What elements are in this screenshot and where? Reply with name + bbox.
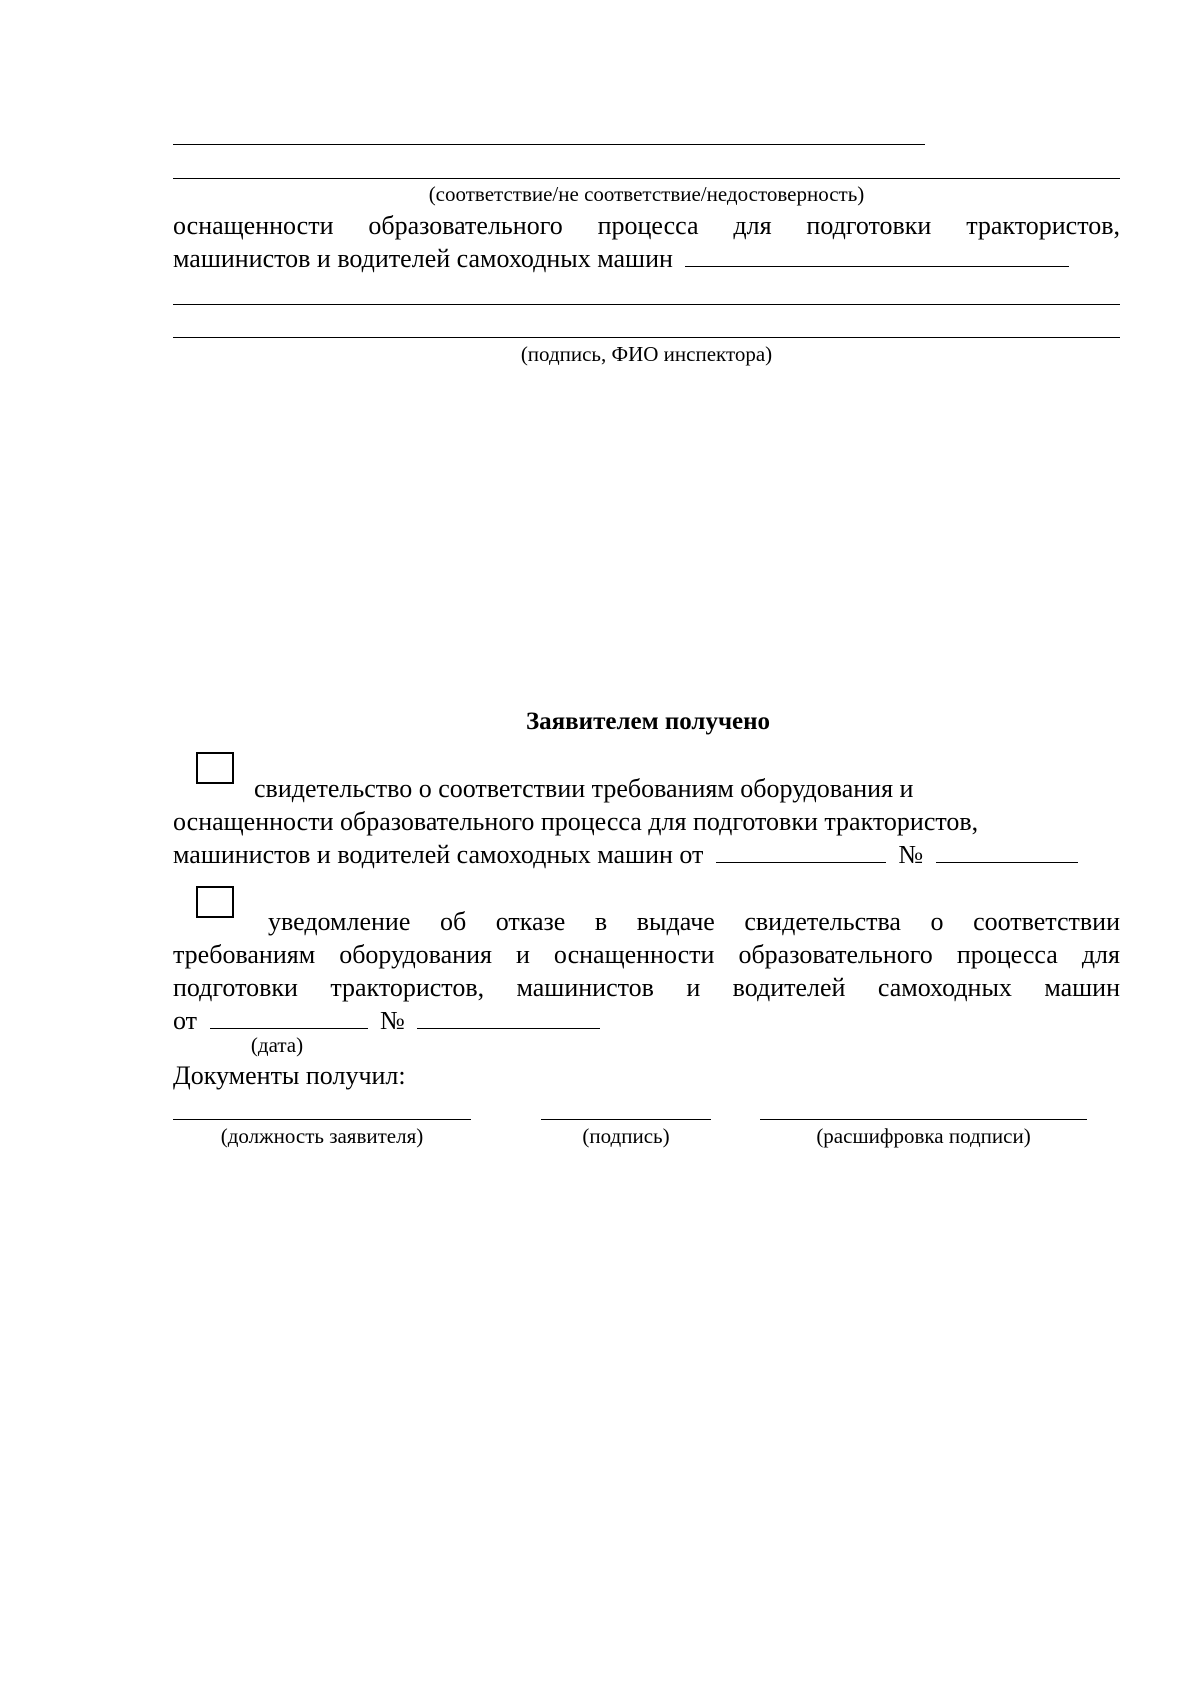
- option1-line-1: [254, 772, 1124, 805]
- option2-line-2: требованиям оборудования и оснащенности образовательного процесса для: [173, 940, 1120, 969]
- position-caption: (должность заявителя): [220, 1124, 424, 1148]
- blank-line-1: [173, 144, 925, 145]
- refusal-number-sign: №: [380, 1006, 405, 1035]
- refusal-checkbox[interactable]: [196, 886, 234, 918]
- inspector-caption: (подпись, ФИО инспектора): [520, 342, 773, 366]
- certificate-number-sign: №: [898, 840, 924, 869]
- option2-line-1: уведомление об отказе в выдаче свидетельства о соответствии: [268, 907, 1120, 936]
- paragraph-line-1: оснащенности образовательного процесса для подготовки трактористов,: [173, 211, 1120, 240]
- date-caption: (дата): [250, 1033, 304, 1057]
- option1-line-3: [173, 838, 1120, 871]
- conformity-caption: (соответствие/не соответствие/недостоверность): [428, 182, 865, 206]
- certificate-date-field[interactable]: [716, 840, 886, 863]
- decode-caption: (расшифровка подписи): [816, 1124, 1031, 1148]
- blank-line-2: [173, 178, 1120, 179]
- refusal-number-field[interactable]: [417, 1006, 600, 1029]
- position-field[interactable]: [173, 1119, 471, 1120]
- paragraph-line-2: [173, 242, 1120, 275]
- blank-line-3: [173, 304, 1120, 305]
- paragraph-line-2-text: машинистов и водителей самоходных машин: [173, 244, 673, 273]
- certificate-number-field[interactable]: [936, 840, 1078, 863]
- documents-received-label: Документы получил:: [173, 1061, 406, 1090]
- signature-caption: (подпись): [582, 1124, 670, 1148]
- refusal-date-field[interactable]: [210, 1006, 368, 1029]
- option1-line-3-text: машинистов и водителей самоходных машин от: [173, 840, 704, 869]
- option2-line-4-text: от: [173, 1006, 198, 1035]
- blank-line-4: [173, 337, 1120, 338]
- blank-field-inline[interactable]: [685, 244, 1069, 267]
- option1-line-1-text: свидетельство о соответствии требованиям оборудования и: [254, 774, 914, 803]
- signature-decode-field[interactable]: [760, 1119, 1087, 1120]
- option1-line-2: оснащенности образовательного процесса для подготовки трактористов,: [173, 807, 979, 836]
- received-heading: Заявителем получено: [525, 708, 771, 735]
- certificate-checkbox[interactable]: [196, 752, 234, 784]
- signature-field[interactable]: [541, 1119, 711, 1120]
- option2-line-3: подготовки трактористов, машинистов и водителей самоходных машин: [173, 973, 1120, 1002]
